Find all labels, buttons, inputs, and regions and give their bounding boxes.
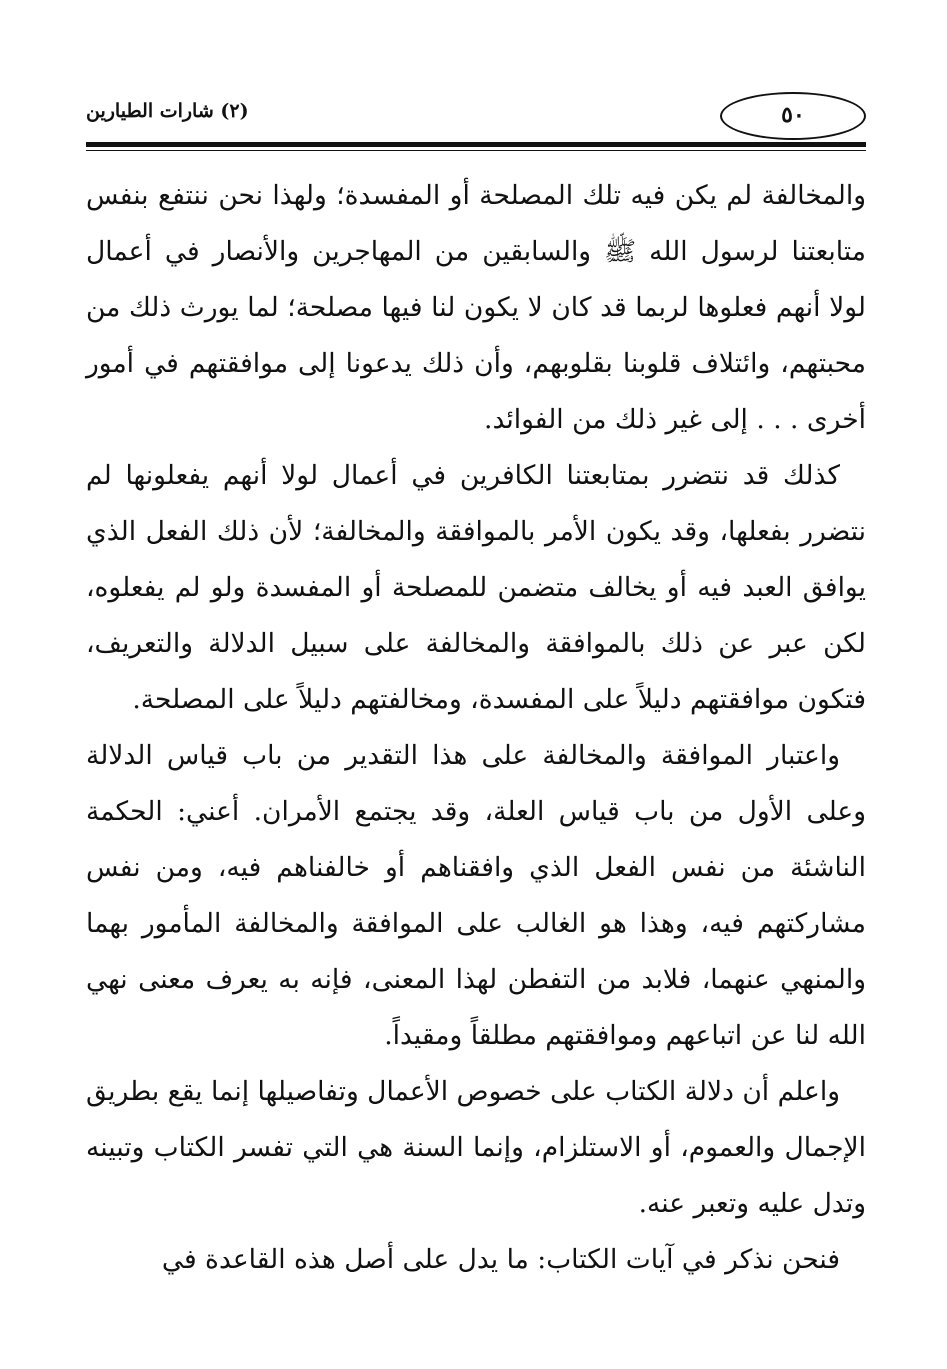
page-header: [86, 86, 866, 156]
header-rule-thick: [86, 142, 866, 147]
paragraph: واعتبار الموافقة والمخالفة على هذا التقدير من باب قياس الدلالة وعلى الأول من باب قياس العلة، وقد يجتمع الأمران. أعني: الحكمة الناشئة من نفس الفعل الذي وافقناهم أو خالفناهم فيه، ومن نفس مشاركتهم فيه، وهذا هو الغالب على الموافقة والمخالفة المأمور بهما والمنهي عنهما، فلابد من التفطن لهذا المعنى، فإنه به يعرف معنى نهي الله لنا عن اتباعهم وموافقتهم مطلقاً ومقيداً.: [86, 740, 866, 1051]
paragraph: فنحن نذكر في آيات الكتاب: ما يدل على أصل هذه القاعدة في: [161, 1244, 840, 1275]
paragraph: واعلم أن دلالة الكتاب على خصوص الأعمال وتفاصيلها إنما يقع بطريق الإجمال والعموم، أو الاستلزام، وإنما السنة هي التي تفسر الكتاب وتبينه وتدل عليه وتعبر عنه.: [86, 1076, 866, 1219]
paragraph: والمخالفة لم يكن فيه تلك المصلحة أو المفسدة؛ ولهذا نحن ننتفع بنفس متابعتنا لرسول الله ﷺ والسابقين من المهاجرين والأنصار في أعمال لولا أنهم فعلوها لربما قد كان لا يكون لنا فيها مصلحة؛ لما يورث ذلك من محبتهم، وائتلاف قلوبنا بقلوبهم، وأن ذلك يدعونا إلى موافقتهم في أمور أخرى . . . إلى غير ذلك من الفوائد.: [86, 180, 866, 435]
page-number: ٥٠: [720, 92, 866, 140]
body-text: [86, 168, 866, 1288]
header-rule-thin: [86, 150, 866, 151]
paragraph: كذلك قد نتضرر بمتابعتنا الكافرين في أعمال لولا أنهم يفعلونها لم نتضرر بفعلها، وقد يكون الأمر بالموافقة والمخالفة؛ لأن ذلك الفعل الذي يوافق العبد فيه أو يخالف متضمن للمصلحة أو المفسدة ولو لم يفعلوه، لكن عبر عن ذلك بالموافقة والمخالفة على سبيل الدلالة والتعريف، فتكون موافقتهم دليلاً على المفسدة، ومخالفتهم دليلاً على المصلحة.: [86, 460, 866, 715]
running-title: (٢) شارات الطيارين: [86, 100, 249, 122]
